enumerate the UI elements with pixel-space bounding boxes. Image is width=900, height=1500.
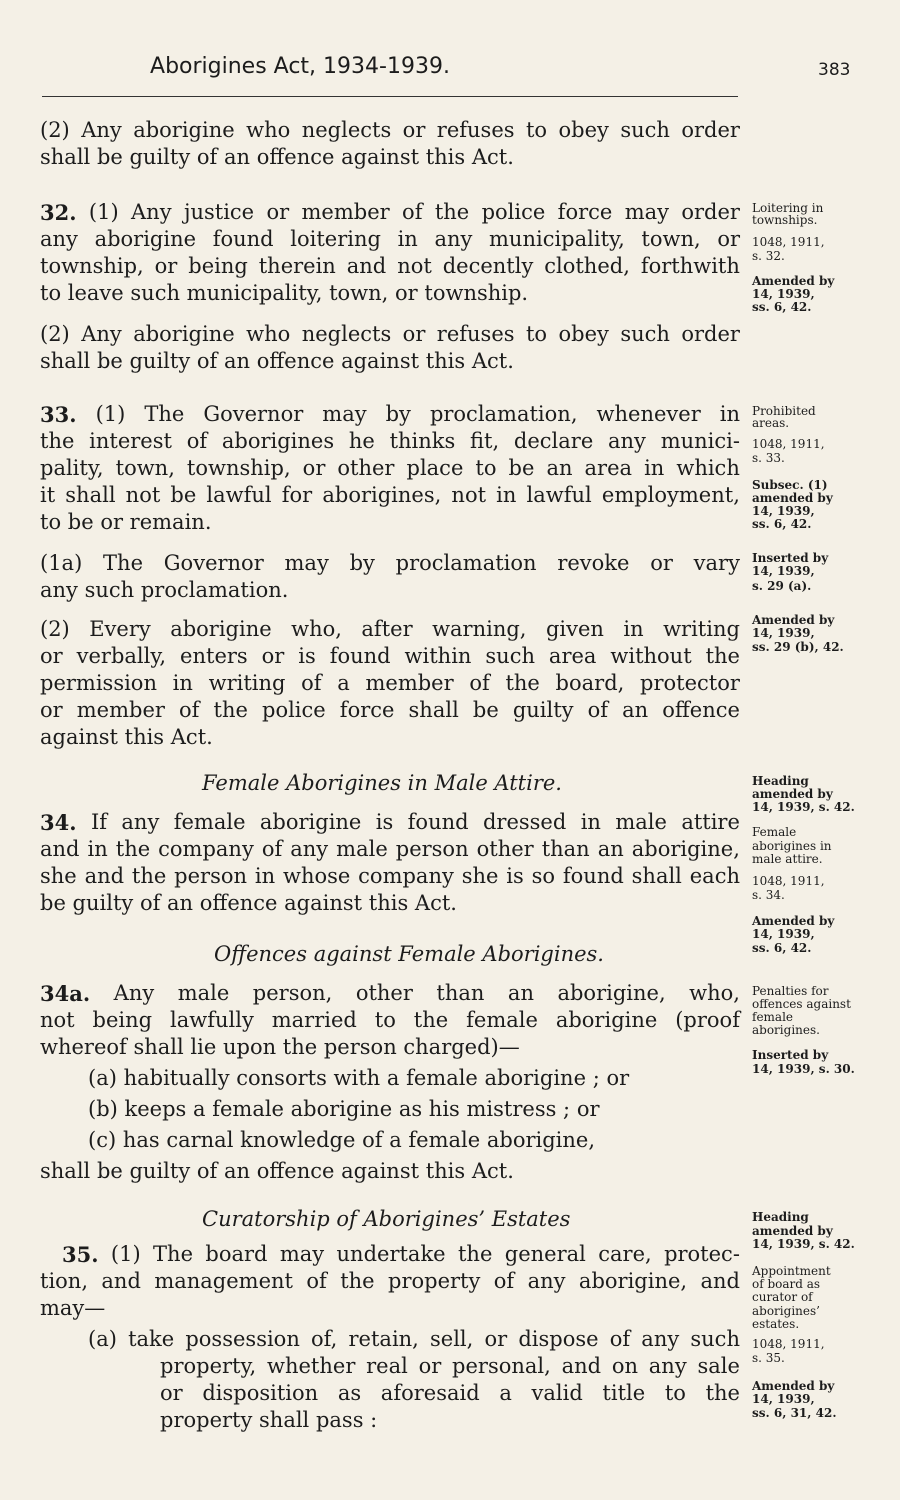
- margin-note-line: amended by: [752, 1224, 833, 1238]
- margin-note-line: Amended by: [752, 914, 835, 928]
- margin-note-line: 1048, 1911,: [752, 437, 825, 451]
- body-line: (a) habitually consorts with a female aborigine ; or: [88, 1066, 630, 1090]
- margin-note-line: 14, 1939,: [752, 1392, 815, 1406]
- margin-note-line: s. 32.: [752, 249, 785, 263]
- body-line: whereof shall lie upon the person charged)—: [40, 1035, 520, 1059]
- margin-note-line: ss. 6, 31, 42.: [752, 1406, 837, 1420]
- margin-note-line: ss. 29 (b), 42.: [752, 640, 844, 654]
- section-heading: Offences against Female Aborigines.: [214, 942, 604, 966]
- section-heading: Curatorship of Aborigines’ Estates: [202, 1207, 571, 1231]
- margin-note-line: estates.: [752, 1317, 800, 1331]
- body-line: 34. If any female aborigine is found dressed in male attire: [40, 810, 740, 835]
- body-line: (1a) The Governor may by proclamation revoke or vary: [40, 551, 740, 575]
- body-line: or verbally, enters or is found within such area without the: [40, 644, 740, 668]
- margin-note-line: ss. 6, 42.: [752, 941, 812, 955]
- body-line: shall be guilty of an offence against this Act.: [40, 1159, 514, 1183]
- margin-note-line: ss. 6, 42.: [752, 300, 812, 314]
- margin-note-line: townships.: [752, 213, 818, 227]
- margin-note-line: aborigines.: [752, 1023, 820, 1037]
- margin-note-line: Female: [752, 825, 797, 839]
- body-line: she and the person in whose company she is so found shall each: [40, 864, 740, 888]
- body-line: (2) Every aborigine who, after warning, given in writing: [40, 617, 740, 641]
- margin-note-line: 14, 1939,: [752, 287, 815, 301]
- body-line: 34a. Any male person, other than an aborigine, who,: [40, 981, 740, 1006]
- margin-note-line: s. 29 (a).: [752, 579, 812, 593]
- margin-note-line: Amended by: [752, 274, 835, 288]
- margin-note-line: Heading: [752, 774, 809, 788]
- body-line: against this Act.: [40, 725, 213, 749]
- body-line: or disposition as aforesaid a valid title to the: [160, 1381, 740, 1405]
- margin-note-line: curator of: [752, 1290, 813, 1304]
- body-line: or member of the police force shall be guilty of an offence: [40, 698, 740, 722]
- margin-note-line: aborigines’: [752, 1304, 820, 1318]
- margin-note-line: s. 35.: [752, 1351, 785, 1365]
- body-line: any aborigine found loitering in any municipality, town, or: [40, 227, 740, 251]
- body-line: not being lawfully married to the female aborigine (proof: [40, 1008, 740, 1032]
- body-line: to be or remain.: [40, 510, 212, 534]
- body-line: 33. (1) The Governor may by proclamation, whenever in: [40, 402, 740, 427]
- body-line: shall be guilty of an offence against this Act.: [40, 349, 514, 373]
- body-line: to leave such municipality, town, or township.: [40, 281, 529, 305]
- margin-note-line: Appointment: [752, 1264, 831, 1278]
- page-number: 383: [818, 60, 851, 80]
- margin-note-line: Inserted by: [752, 551, 829, 565]
- body-line: permission in writing of a member of the board, protector: [40, 671, 740, 695]
- body-line: 32. (1) Any justice or member of the police force may order: [40, 200, 740, 225]
- body-line: may—: [40, 1296, 106, 1320]
- margin-note-line: 14, 1939,: [752, 927, 815, 941]
- margin-note-line: 14, 1939,: [752, 504, 815, 518]
- margin-note-line: 14, 1939, s. 42.: [752, 1237, 855, 1251]
- margin-note-line: female: [752, 1010, 794, 1024]
- margin-note-line: Amended by: [752, 1379, 835, 1393]
- body-line: be guilty of an offence against this Act.: [40, 891, 457, 915]
- margin-note-line: 1048, 1911,: [752, 874, 825, 888]
- body-line: and in the company of any male person other than an aborigine,: [40, 837, 740, 861]
- body-line: (2) Any aborigine who neglects or refuses to obey such order: [40, 118, 740, 142]
- body-line: property shall pass :: [160, 1408, 378, 1432]
- margin-note-line: male attire.: [752, 852, 823, 866]
- margin-note-line: of board as: [752, 1277, 821, 1291]
- body-line: 35. (1) The board may undertake the general care, protec-: [62, 1242, 740, 1267]
- margin-note-line: amended by: [752, 491, 833, 505]
- section-heading: Female Aborigines in Male Attire.: [202, 771, 562, 795]
- margin-note-line: 14, 1939, s. 30.: [752, 1062, 855, 1076]
- header-rule: [42, 96, 738, 97]
- margin-note-line: Heading: [752, 1210, 809, 1224]
- body-line: the interest of aborigines he thinks fit, declare any munici-: [40, 429, 740, 453]
- margin-note-line: 1048, 1911,: [752, 235, 825, 249]
- body-line: tion, and management of the property of any aborigine, and: [40, 1269, 740, 1293]
- body-line: (b) keeps a female aborigine as his mistress ; or: [88, 1097, 600, 1121]
- body-line: property, whether real or personal, and on any sale: [160, 1354, 740, 1378]
- margin-note-line: aborigines in: [752, 839, 832, 853]
- margin-note-line: 14, 1939,: [752, 564, 815, 578]
- running-header-title: Aborigines Act, 1934-1939.: [150, 54, 450, 79]
- margin-note-line: offences against: [752, 997, 851, 1011]
- margin-note-line: 14, 1939,: [752, 626, 815, 640]
- body-line: (a) take possession of, retain, sell, or dispose of any such: [88, 1327, 740, 1351]
- margin-note-line: Inserted by: [752, 1048, 829, 1062]
- body-line: shall be guilty of an offence against this Act.: [40, 145, 514, 169]
- margin-note-line: ss. 6, 42.: [752, 517, 812, 531]
- body-line: any such proclamation.: [40, 578, 289, 602]
- margin-note-line: Amended by: [752, 613, 835, 627]
- body-line: (2) Any aborigine who neglects or refuses to obey such order: [40, 322, 740, 346]
- margin-note-line: s. 34.: [752, 888, 785, 902]
- body-line: pality, town, township, or other place to be an area in which: [40, 456, 740, 480]
- margin-note-line: Loitering in: [752, 201, 824, 215]
- margin-note-line: 14, 1939, s. 42.: [752, 800, 855, 814]
- margin-note-line: Penalties for: [752, 984, 829, 998]
- body-line: township, or being therein and not decently clothed, forthwith: [40, 254, 740, 278]
- body-line: it shall not be lawful for aborigines, not in lawful employment,: [40, 483, 740, 507]
- margin-note-line: Subsec. (1): [752, 478, 828, 492]
- body-line: (c) has carnal knowledge of a female aborigine,: [88, 1128, 596, 1152]
- margin-note-line: s. 33.: [752, 451, 785, 465]
- margin-note-line: 1048, 1911,: [752, 1337, 825, 1351]
- margin-note-line: amended by: [752, 787, 833, 801]
- margin-note-line: Prohibited: [752, 404, 816, 418]
- margin-note-line: areas.: [752, 416, 790, 430]
